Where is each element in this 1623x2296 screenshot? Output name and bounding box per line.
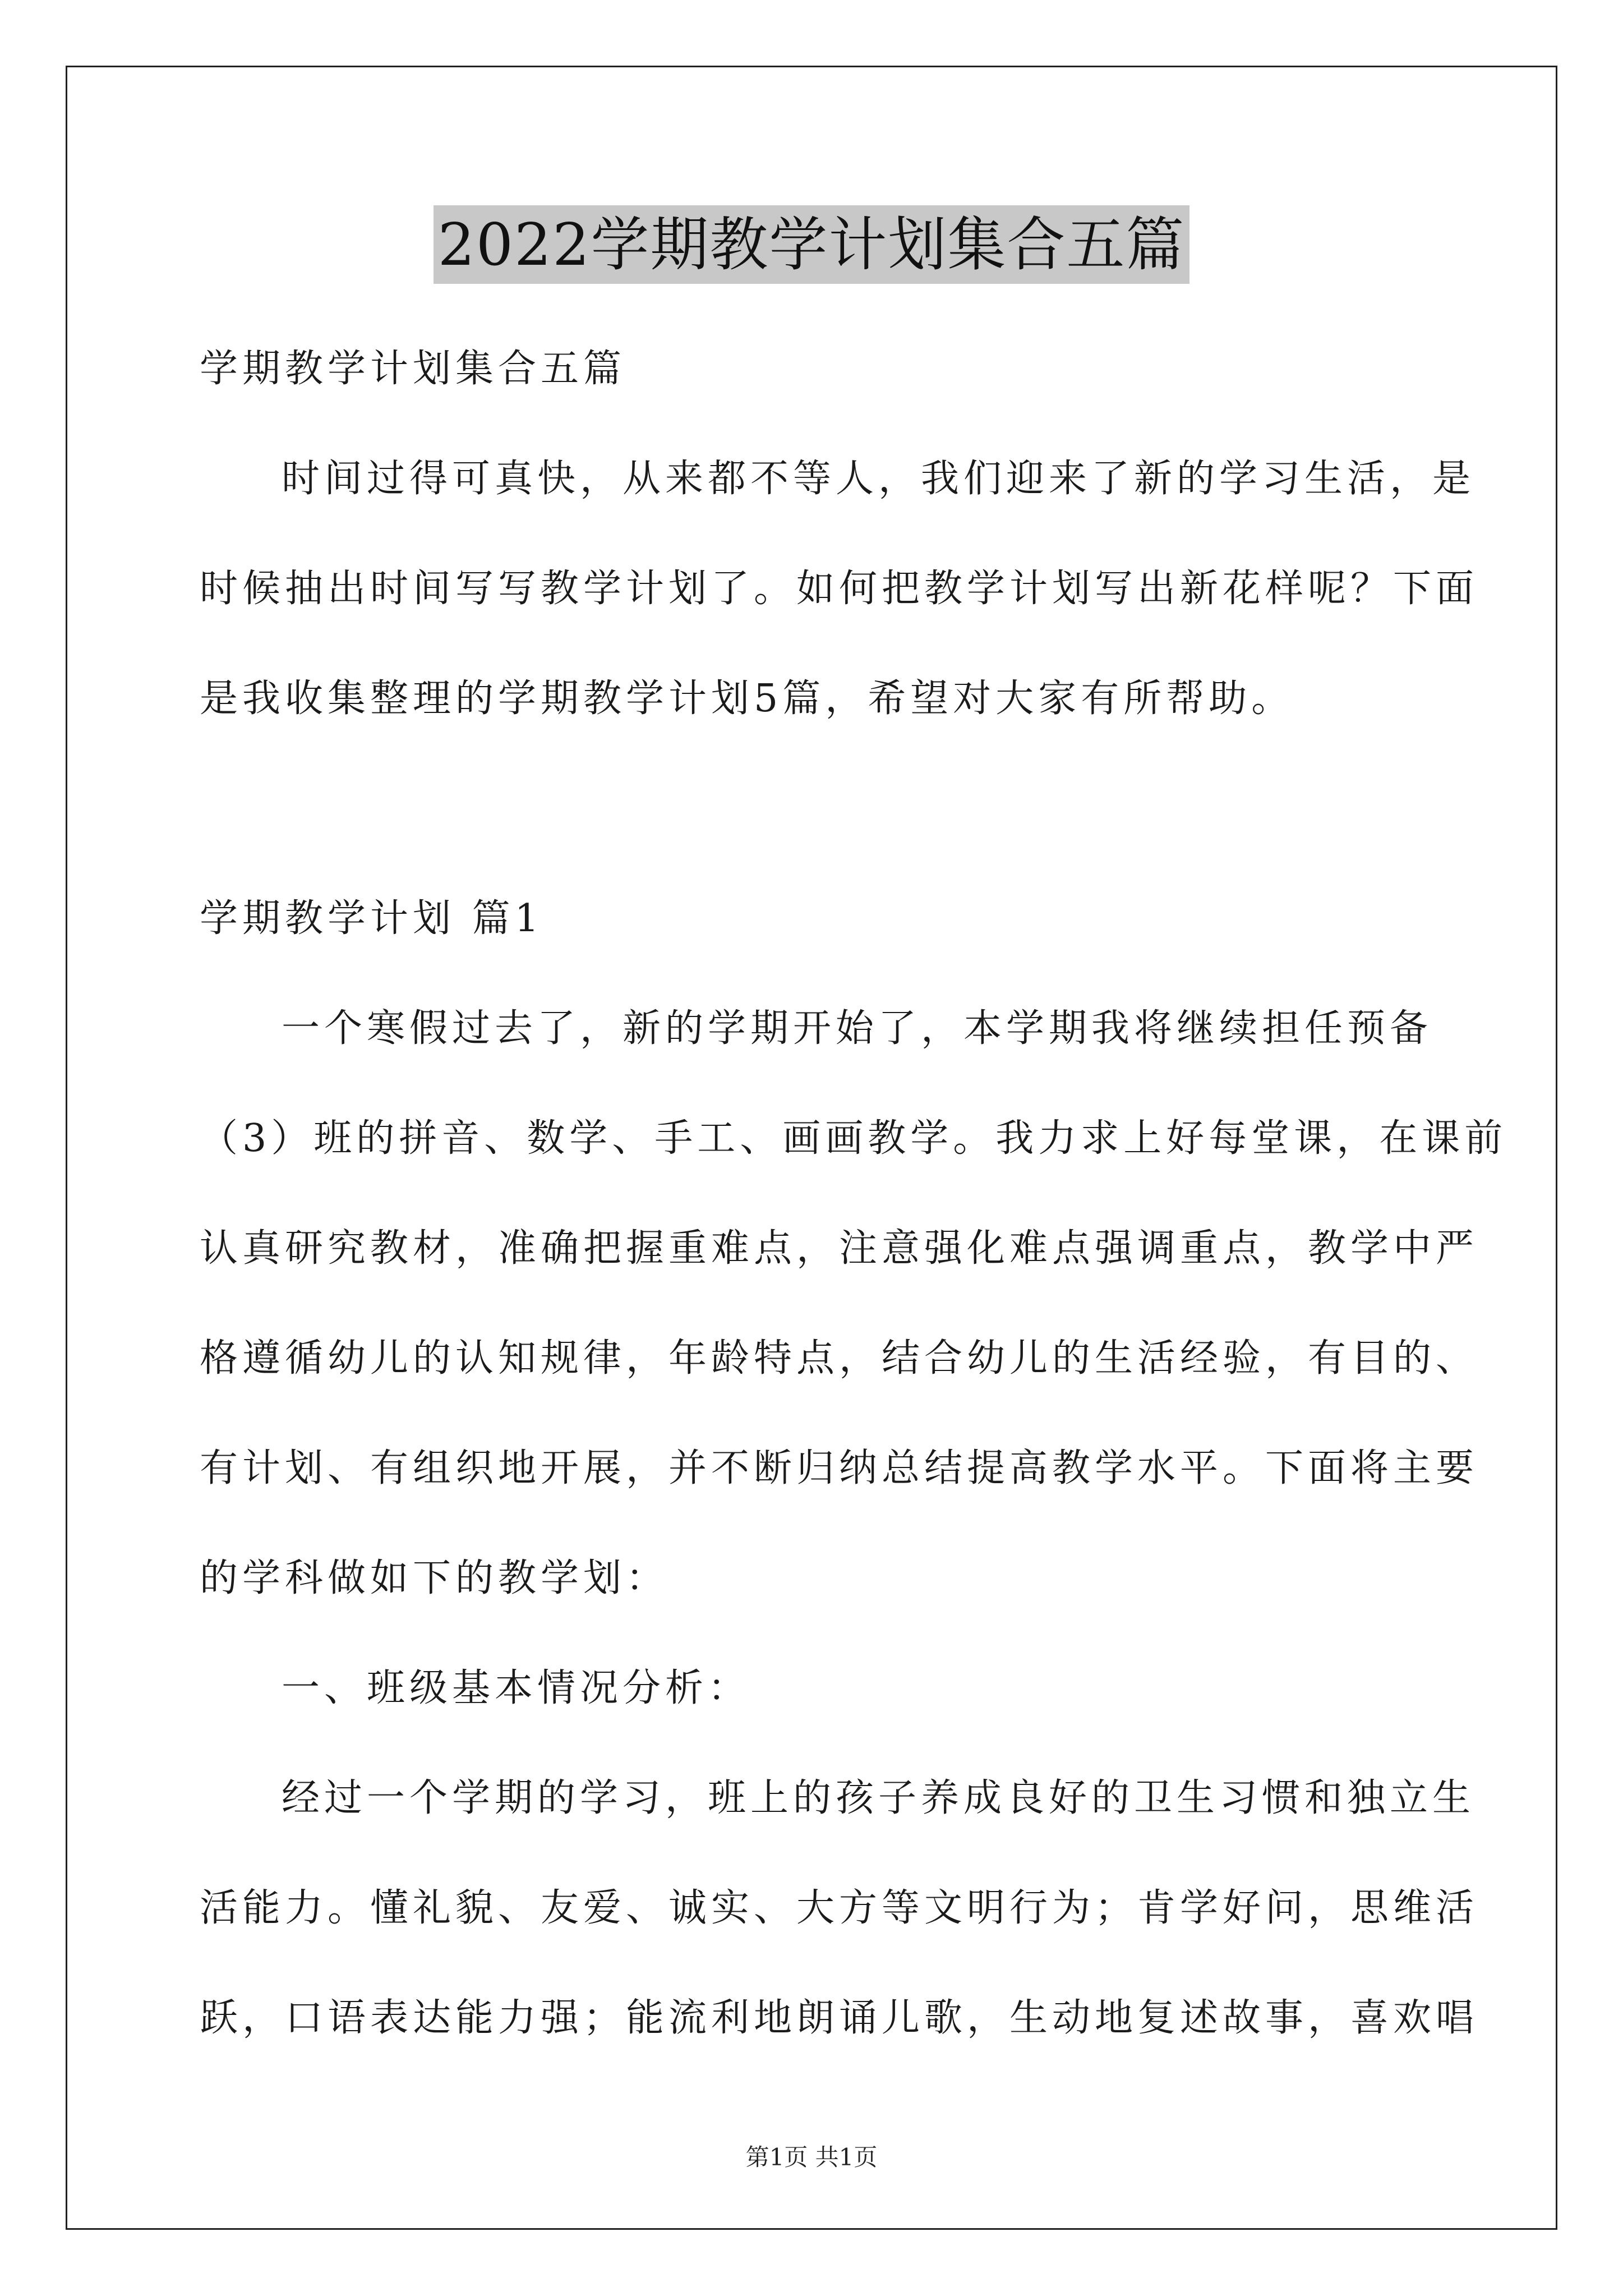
paragraph-line: 认真研究教材，准确把握重难点，注意强化难点强调重点，教学中严 bbox=[200, 1226, 1479, 1271]
document-body bbox=[200, 314, 1507, 2073]
paragraph-line: 的学科做如下的教学划： bbox=[200, 1556, 669, 1600]
spacer bbox=[200, 754, 1431, 864]
page-footer: 第1页 共1页 bbox=[745, 2143, 878, 2171]
subheading: 一、班级基本情况分析： bbox=[282, 1666, 751, 1710]
paragraph-line: （3）班的拼音、数学、手工、画画教学。我力求上好每堂课，在课前 bbox=[200, 1116, 1507, 1161]
section-heading: 学期教学计划 篇1 bbox=[200, 896, 543, 941]
title-container bbox=[0, 205, 1623, 284]
paragraph-line: 跃，口语表达能力强；能流利地朗诵儿歌，生动地复述故事，喜欢唱 bbox=[200, 1996, 1479, 2040]
intro-line: 是我收集整理的学期教学计划5篇，希望对大家有所帮助。 bbox=[200, 677, 1294, 721]
subtitle: 学期教学计划集合五篇 bbox=[200, 347, 626, 391]
paragraph-line: 经过一个学期的学习，班上的孩子养成良好的卫生习惯和独立生 bbox=[282, 1776, 1476, 1820]
paragraph-line: 一个寒假过去了，新的学期开始了，本学期我将继续担任预备 bbox=[282, 1006, 1433, 1051]
paragraph-line: 活能力。懂礼貌、友爱、诚实、大方等文明行为；肯学好问，思维活 bbox=[200, 1886, 1479, 1930]
intro-line: 时候抽出时间写写教学计划了。如何把教学计划写出新花样呢？下面 bbox=[200, 567, 1479, 611]
document-title: 2022学期教学计划集合五篇 bbox=[434, 205, 1190, 284]
intro-line: 时间过得可真快，从来都不等人，我们迎来了新的学习生活，是 bbox=[282, 457, 1476, 501]
paragraph-line: 格遵循幼儿的认知规律，年龄特点，结合幼儿的生活经验，有目的、 bbox=[200, 1336, 1479, 1381]
paragraph-line: 有计划、有组织地开展，并不断归纳总结提高教学水平。下面将主要 bbox=[200, 1446, 1479, 1490]
